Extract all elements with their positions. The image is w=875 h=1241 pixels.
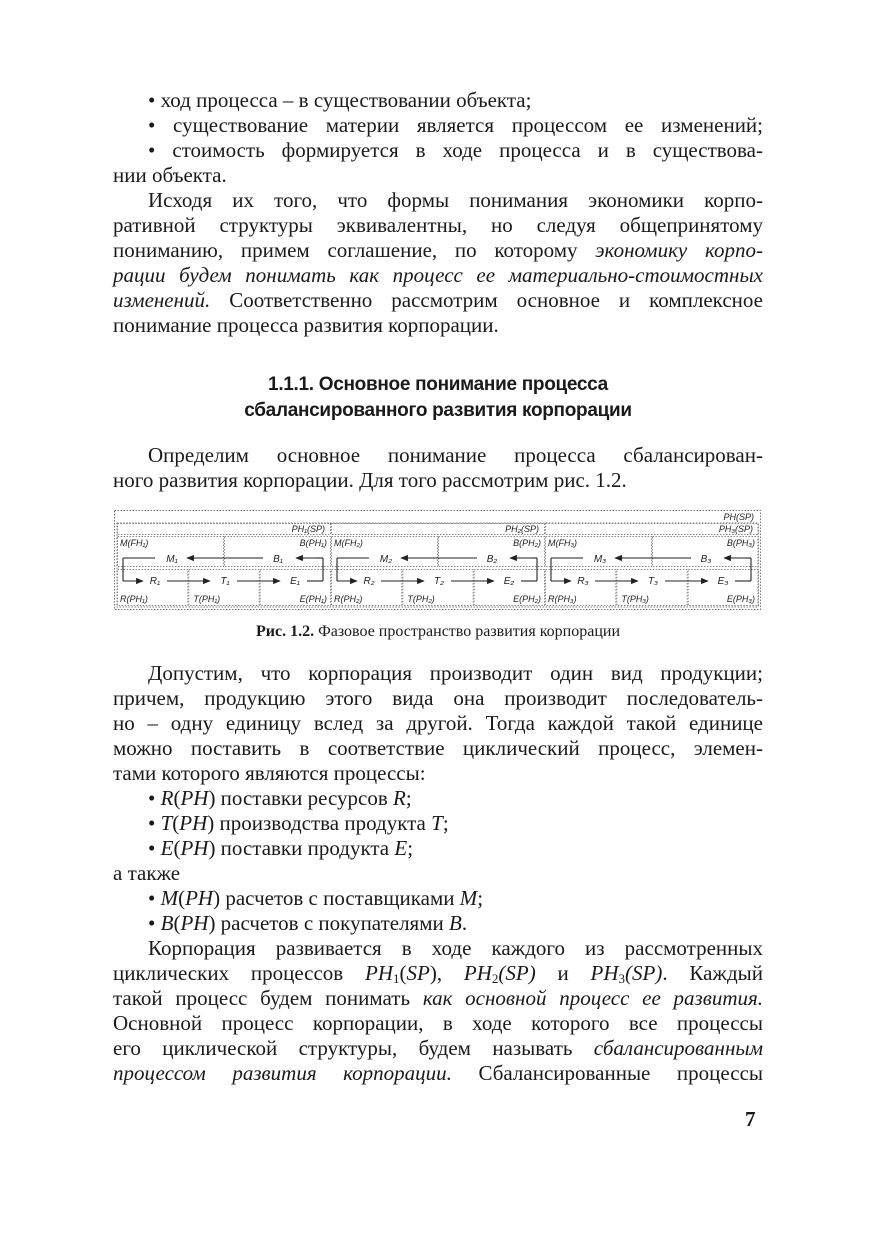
symbol: SP [406,961,430,985]
symbol: PH [590,961,619,985]
m-symbol: M₁ [166,554,178,565]
bullet-line [148,886,763,911]
symbol: (SP) [625,961,663,985]
subscript: 3 [618,971,626,986]
punct: ; [407,836,414,860]
b-symbol: B₃ [700,554,712,565]
text-line [113,1036,763,1061]
punct: ; [405,786,412,810]
paren: ( [178,886,186,910]
r-symbol: R₃ [577,576,589,587]
text-span: ) поставки продукта [208,836,395,860]
text-span: Сбалансированные процессы [451,1061,763,1085]
t-process-label: T(PH₃) [621,594,649,604]
m-symbol: M₃ [593,554,607,565]
text-line [113,238,763,263]
section-heading: 1.1.1. Основное понимание процесса [268,374,608,395]
section-heading: сбалансированного развития корпорации [244,400,632,421]
r-process-label: R(PH₃) [548,594,577,604]
emphasis-span: экономику корпо- [595,238,763,262]
b-symbol: B₂ [486,554,498,565]
r-symbol: R₁ [149,576,161,587]
subscript: 2 [491,971,499,986]
m-process-label: M(FH₂) [334,538,363,548]
bullet-line [148,911,763,936]
text-span: ), [429,961,464,985]
phase-block [332,524,545,606]
text-span: Соответственно рассмотрим основное и комплексное [210,288,763,312]
text-span: пониманию, примем соглашение, по которому [113,238,596,262]
page-number: 7 [745,1107,756,1131]
symbol: M [160,886,179,910]
t-symbol: T₃ [647,576,659,587]
text-line: тами которого являются процессы: [113,761,426,785]
symbol: M [459,886,478,910]
bullet-line [148,786,763,811]
text-span: . Каждый [662,961,763,985]
symbol: PH [185,886,214,910]
text-line: а также [113,861,181,885]
text-line: понимание процесса развития корпорации. [113,313,499,337]
phase-label: PH₁(SP) [291,524,325,534]
caption-label: Рис. 1.2. [255,623,315,640]
e-symbol: E₁ [290,576,300,587]
phase-label: PH₃(SP) [718,524,753,534]
text-line: Допустим, что корпорация производит один вид продукции; [148,661,763,685]
text-span: и [535,961,591,985]
e-process-label: E(PH₃) [726,594,755,604]
punct: ; [442,811,449,835]
text-span: ) поставки ресурсов [208,786,393,810]
emphasis-span: сбалансированным [593,1036,763,1060]
text-span: ) расчетов с поставщиками [213,886,460,910]
symbol: B [160,911,174,935]
text-line [113,263,763,288]
symbol: (SP) [498,961,536,985]
subscript: 1 [393,971,400,986]
text-line: Определим основное понимание процесса сбалансирован- [148,443,763,467]
e-process-label: E(PH₂) [513,594,541,604]
text-line: Корпорация развивается в ходе каждого из рассмотренных [148,936,763,960]
bullet-line: • ход процесса – в существовании объекта; [148,88,532,112]
text-line: ративной структуры эквивалентны, но следуя общепринятому [113,213,763,237]
text-line: но – одну единицу вслед за другой. Тогда каждой такой единице [113,711,763,735]
figure-caption [113,622,763,642]
text-span: такой процесс будем понимать [113,986,423,1010]
text-line [113,1061,763,1086]
punct: . [461,911,468,935]
t-process-label: T(PH₂) [407,594,435,604]
text-line [113,961,763,986]
bullet-mark: • [148,836,156,860]
text-span: ) производства продукта [207,811,432,835]
symbol: R [160,786,174,810]
r-process-label: R(PH₁) [120,594,148,604]
bullet-mark: • [148,911,156,935]
paren: ( [172,811,180,835]
bullet-line [148,811,763,836]
symbol: PH [180,786,209,810]
emphasis-span: как основной процесс ее развития. [422,986,764,1010]
m-process-label: M(FH₃) [548,538,578,548]
text-span: циклических процессов [113,961,366,985]
symbol: PH [365,961,394,985]
paren: ( [173,911,181,935]
symbol: PH [463,961,492,985]
text-line [113,288,763,313]
caption-text: Фазовое пространство развития корпорации [314,623,621,640]
symbol: T [431,811,443,835]
e-symbol: E₂ [503,576,515,587]
m-symbol: M₂ [379,554,393,565]
e-symbol: E₃ [717,576,729,587]
bullet-mark: • [148,811,156,835]
text-line: Исходя их того, что формы понимания экономики корпо- [148,188,763,212]
text-line [113,986,763,1011]
symbol: PH [179,811,208,835]
bullet-line [148,836,763,861]
t-symbol: T₁ [220,576,230,587]
figure-svg [114,510,761,610]
text-line: Основной процесс корпорации, в ходе которого все процессы [113,1011,763,1035]
b-process-label: B(PH₃) [726,538,755,548]
text-span: ) расчетов с покупателями [208,911,449,935]
paren: ( [399,961,407,985]
symbol: T [160,811,173,835]
emphasis-span: рации будем понимать как процесс ее материально-стоимостных [113,263,763,287]
emphasis-span: процессом развития корпорации. [113,1061,452,1085]
bullet-line: • существование материи является процессом ее изменений; [148,113,763,137]
symbol: E [394,836,408,860]
emphasis-span: изменений. [113,288,211,312]
symbol: PH [180,911,209,935]
symbol: B [449,911,462,935]
t-process-label: T(PH₁) [193,594,221,604]
b-process-label: B(PH₂) [513,538,541,548]
punct: ; [477,886,484,910]
paren: ( [173,786,181,810]
text-line: причем, продукцию этого вида она производит последователь- [113,686,763,710]
phase-block [546,524,759,606]
text-line: можно поставить в соответствие циклический процесс, элемен- [113,736,763,760]
phase-space-figure [114,510,761,610]
phase-block [118,524,331,606]
symbol: E [160,836,174,860]
bullet-mark: • [148,886,156,910]
bullet-line: • стоимость формируется в ходе процесса и в существова- [148,138,763,162]
text-line: ного развития корпорации. Для того рассмотрим рис. 1.2. [113,468,627,492]
bullet-mark: • [148,786,156,810]
text-span: его циклической структуры, будем называть [113,1036,594,1060]
phase-label: PH₂(SP) [505,524,539,534]
top-phase-label: PH(SP) [723,512,754,522]
r-symbol: R₂ [363,576,375,587]
b-symbol: B₁ [273,554,283,565]
symbol: R [393,786,406,810]
paren: ( [173,836,181,860]
b-process-label: B(PH₁) [299,538,327,548]
text-line: нии объекта. [113,163,227,187]
m-process-label: M(FH₁) [120,538,149,548]
e-process-label: E(PH₁) [299,594,327,604]
t-symbol: T₂ [434,576,444,587]
r-process-label: R(PH₂) [334,594,363,604]
symbol: PH [180,836,209,860]
